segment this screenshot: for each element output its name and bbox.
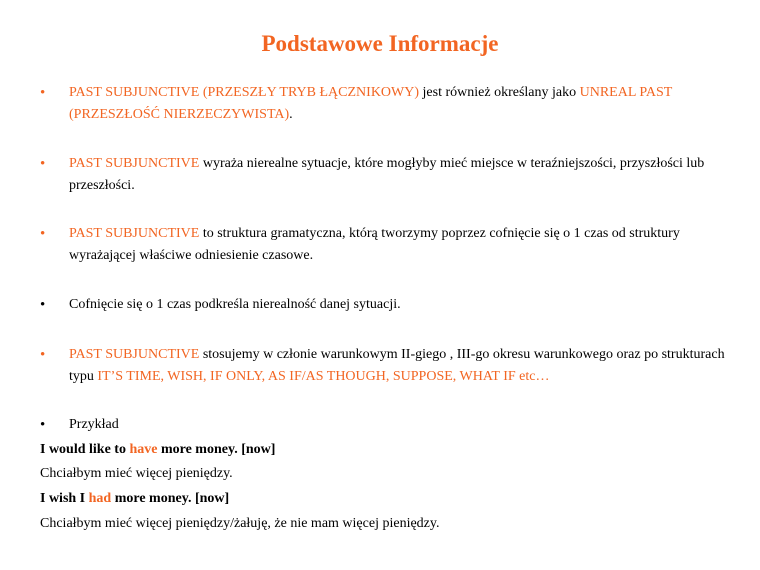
highlight-term: IT’S TIME, WISH, IF ONLY, AS IF/AS THOUGH, SUPPOSE, WHAT IF etc… (97, 369, 550, 384)
bullet-dot: • (40, 347, 46, 363)
highlight-term: PAST SUBJUNCTIVE (PRZESZŁY TRYB ŁĄCZNIKOWY) (69, 85, 420, 100)
bullet-dot: • (40, 226, 46, 242)
bullet-item-5 (40, 344, 740, 388)
example-text: I wish I (40, 491, 89, 506)
bullet-item-2 (40, 153, 740, 197)
example-sentence-2 (40, 489, 229, 509)
bullet-text: Przykład (69, 417, 119, 432)
bullet-text: to struktura gramatyczna, którą tworzymy poprzez cofnięcie się o 1 czas od struktury wyrażającej właściwe odniesienie czasowe. (69, 226, 680, 263)
highlight-term: PAST SUBJUNCTIVE (69, 156, 200, 171)
example-translation-1: Chciałbym mieć więcej pieniędzy. (40, 466, 233, 481)
example-highlight: had (88, 491, 112, 506)
example-text: I would like to (40, 442, 130, 457)
bullet-item-4 (40, 294, 740, 316)
bullet-text: jest również określany jako (419, 85, 580, 100)
bullet-dot: • (40, 156, 46, 172)
highlight-term: PAST SUBJUNCTIVE (69, 347, 200, 362)
example-translation-2: Chciałbym mieć więcej pieniędzy/żałuję, że nie mam więcej pieniędzy. (40, 516, 440, 531)
bullet-text: Cofnięcie się o 1 czas podkreśla nierealność danej sytuacji. (69, 297, 401, 312)
bullet-text: stosujemy w członie warunkowym II-giego , III-go okresu warunkowego oraz po strukturach typu (69, 347, 725, 384)
bullet-text: . (289, 107, 293, 122)
bullet-item-6 (40, 414, 740, 436)
highlight-term: PAST SUBJUNCTIVE (69, 226, 200, 241)
example-text: more money. [now] (157, 442, 276, 457)
example-sentence-1 (40, 440, 275, 460)
example-highlight: have (129, 442, 158, 457)
slide-title: Podstawowe Informacje (261, 31, 499, 56)
bullet-dot: • (40, 417, 46, 433)
bullet-dot: • (40, 297, 46, 313)
bullet-dot: • (40, 85, 46, 101)
bullet-text: wyraża nierealne sytuacje, które mogłyby mieć miejsce w teraźniejszości, przyszłości lub przeszłości. (69, 156, 705, 193)
highlight-term: UNREAL PAST (PRZESZŁOŚĆ NIERZECZYWISTA) (69, 85, 673, 122)
bullet-item-1 (40, 82, 740, 126)
example-text: more money. [now] (111, 491, 230, 506)
bullet-item-3 (40, 223, 740, 267)
